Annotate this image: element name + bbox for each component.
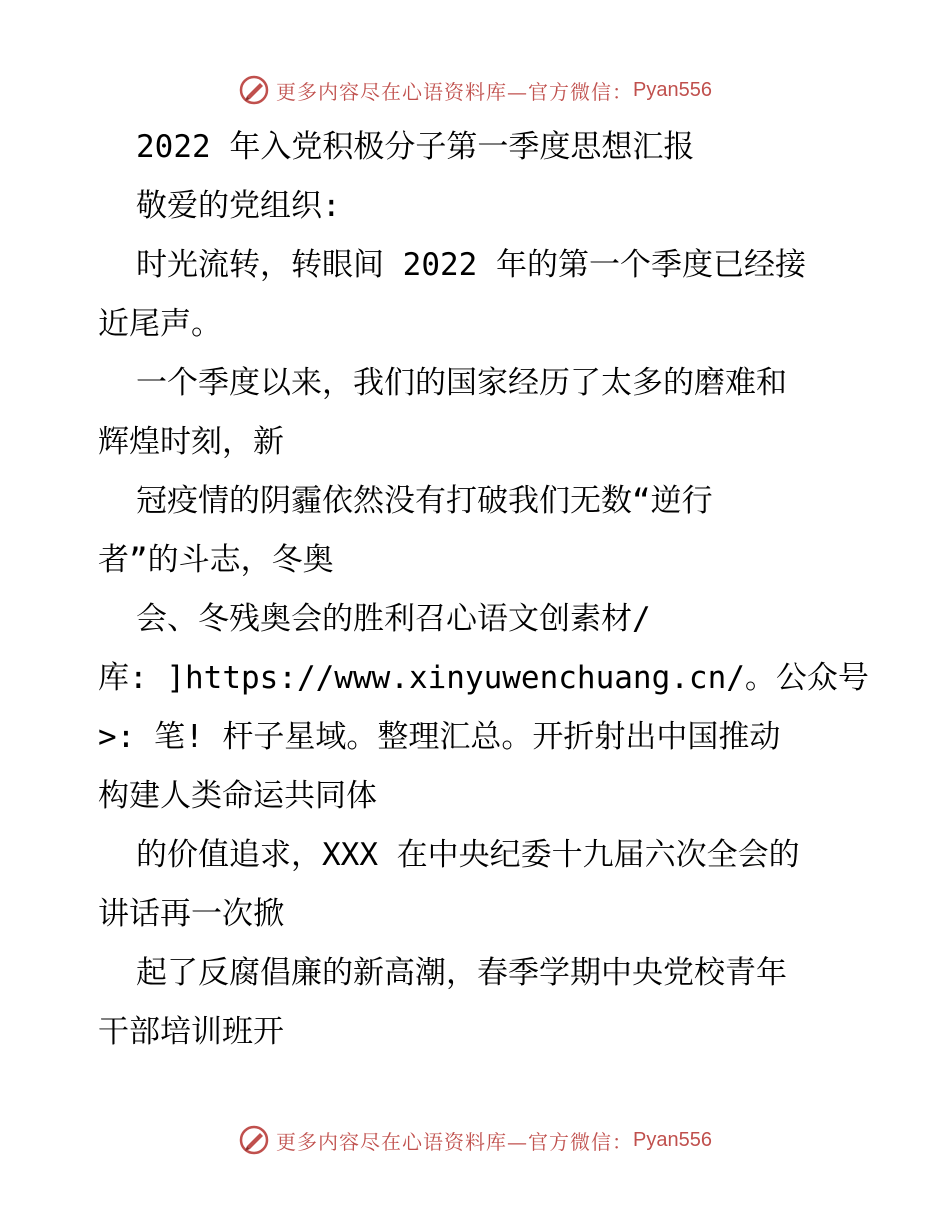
header-watermark bbox=[0, 70, 950, 110]
text-line: 冠疫情的阴霾依然没有打破我们无数“逆行 bbox=[136, 483, 713, 519]
text-line: 干部培训班开 bbox=[98, 1014, 284, 1050]
watermark-wechat-id: Pyan556 bbox=[633, 78, 712, 101]
document-body bbox=[98, 118, 869, 1062]
text-line: 近尾声。 bbox=[98, 306, 222, 342]
text-line: 的价值追求，XXX 在中央纪委十九届六次全会的 bbox=[136, 837, 800, 873]
text-line: 起了反腐倡廉的新高潮，春季学期中央党校青年 bbox=[136, 955, 787, 991]
text-line: 2022 年入党积极分子第一季度思想汇报 bbox=[136, 129, 695, 165]
text-line: 一个季度以来，我们的国家经历了太多的磨难和 bbox=[136, 365, 787, 401]
text-line: 构建人类命运共同体 bbox=[98, 778, 377, 814]
text-line: 讲话再一次掀 bbox=[98, 896, 284, 932]
pen-logo-icon bbox=[238, 74, 270, 106]
text-line: 辉煌时刻，新 bbox=[98, 424, 284, 460]
text-line: >: 笔! 杆子星域。整理汇总。开折射出中国推动 bbox=[98, 719, 781, 755]
watermark-text: 更多内容尽在心语资料库—官方微信： bbox=[276, 1129, 634, 1154]
pen-logo-icon bbox=[238, 1124, 270, 1156]
text-line: 会、冬残奥会的胜利召心语文创素材/ bbox=[136, 601, 651, 637]
text-line: 者”的斗志，冬奥 bbox=[98, 542, 334, 578]
text-line: 时光流转，转眼间 2022 年的第一个季度已经接 bbox=[136, 247, 806, 283]
watermark-text: 更多内容尽在心语资料库—官方微信： bbox=[276, 79, 634, 104]
text-line: 库: ]https://www.xinyuwenchuang.cn/。公众号 bbox=[98, 660, 869, 696]
watermark-wechat-id: Pyan556 bbox=[633, 1128, 712, 1151]
text-line: 敬爱的党组织: bbox=[136, 188, 341, 224]
footer-watermark bbox=[0, 1120, 950, 1160]
